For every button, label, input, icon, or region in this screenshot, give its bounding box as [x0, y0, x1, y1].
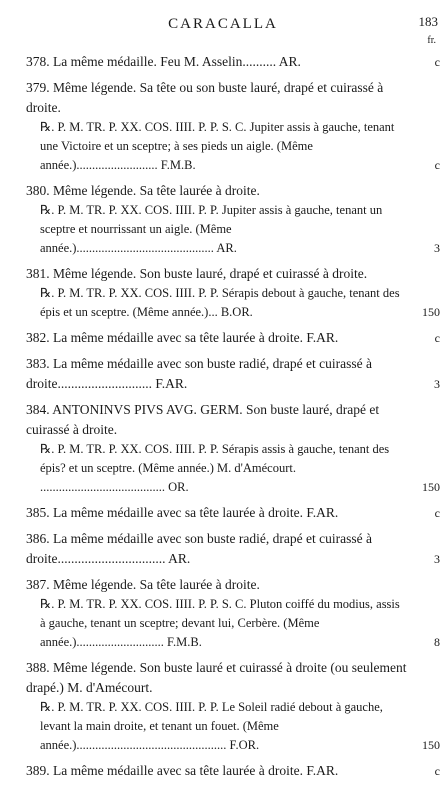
entry-description: 380. Même légende. Sa tête laurée à droite.: [26, 183, 260, 198]
reverse-description: ℞. P. M. TR. P. XX. COS. IIII. P. P. Sérapis assis à gauche, tenant des épis? et un sceptre. (Même année.) M. d'Amécourt. ........................................ OR.: [40, 442, 390, 494]
entry-387: [0, 575, 446, 652]
rarity-value: 150: [422, 738, 440, 752]
entry-description: 379. Même légende. Sa tête ou son buste lauré, drapé et cuirassé à droite.: [26, 80, 384, 115]
rarity-value: 3: [434, 241, 440, 255]
reverse-description: ℞. P. M. TR. P. XX. COS. IIII. P. P. Le Soleil radié debout à gauche, levant la main droite, et tenant un fouet. (Même année.)................................................ F.OR.: [40, 700, 383, 752]
rarity-value: 150: [422, 305, 440, 319]
page-number: 183: [418, 14, 438, 29]
rarity-value: 150: [422, 480, 440, 494]
entry-description: 382. La même médaille avec sa tête laurée à droite. F.AR.: [26, 330, 339, 345]
entry-380: [0, 181, 446, 258]
rarity-value: c: [434, 158, 440, 172]
entry-381: [0, 264, 446, 322]
entry-378: [0, 52, 446, 72]
entry-383: [0, 354, 446, 394]
entry-389: [0, 761, 446, 781]
reverse-description: ℞. P. M. TR. P. XX. COS. IIII. P. P. Sérapis debout à gauche, tenant des épis et un sceptre. (Même année.)... B.OR.: [40, 286, 400, 319]
column-header: fr.: [427, 35, 436, 46]
running-title: CARACALLA: [168, 16, 278, 32]
rarity-value: c: [434, 764, 440, 778]
page-header: [0, 6, 446, 46]
catalogue-entries: [0, 52, 446, 787]
rarity-value: c: [434, 506, 440, 520]
rarity-value: 3: [434, 552, 440, 566]
entry-description: 385. La même médaille avec sa tête laurée à droite. F.AR.: [26, 505, 339, 520]
entry-386: [0, 529, 446, 569]
entry-description: 386. La même médaille avec son buste radié, drapé et cuirassé à droite................................ AR.: [26, 531, 372, 566]
entry-385: [0, 503, 446, 523]
entry-description: 378. La même médaille. Feu M. Asselin.......... AR.: [26, 54, 301, 69]
rarity-value: 3: [434, 377, 440, 391]
entry-description: 389. La même médaille avec sa tête laurée à droite. F.AR.: [26, 763, 339, 778]
entry-description: 383. La même médaille avec son buste radié, drapé et cuirassé à droite............................ F.AR.: [26, 356, 372, 391]
entry-description: 388. Même légende. Son buste lauré et cuirassé à droite (ou seulement drapé.) M. d'Amécourt.: [26, 660, 407, 695]
entry-description: 384. ANTONINVS PIVS AVG. GERM. Son buste lauré, drapé et cuirassé à droite.: [26, 402, 380, 437]
rarity-value: c: [434, 55, 440, 69]
entry-description: 381. Même légende. Son buste lauré, drapé et cuirassé à droite.: [26, 266, 368, 281]
entry-388: [0, 658, 446, 755]
entry-384: [0, 400, 446, 497]
reverse-description: ℞. P. M. TR. P. XX. COS. IIII. P. P. S. C. Jupiter assis à gauche, tenant une Victoire et un sceptre; à ses pieds un aigle. (Même année.).......................... F.M.B.: [40, 120, 395, 172]
entry-description: 387. Même légende. Sa tête laurée à droite.: [26, 577, 260, 592]
rarity-value: 8: [434, 635, 440, 649]
rarity-value: c: [434, 331, 440, 345]
reverse-description: ℞. P. M. TR. P. XX. COS. IIII. P. P. S. C. Pluton coiffé du modius, assis à gauche, tenant un sceptre; devant lui, Cerbère. (Même année.)............................ F.M.B.: [40, 597, 400, 649]
reverse-description: ℞. P. M. TR. P. XX. COS. IIII. P. P. Jupiter assis à gauche, tenant un sceptre et nourrissant un aigle. (Même année.)............................................ AR.: [40, 203, 383, 255]
entry-379: [0, 78, 446, 175]
entry-382: [0, 328, 446, 348]
